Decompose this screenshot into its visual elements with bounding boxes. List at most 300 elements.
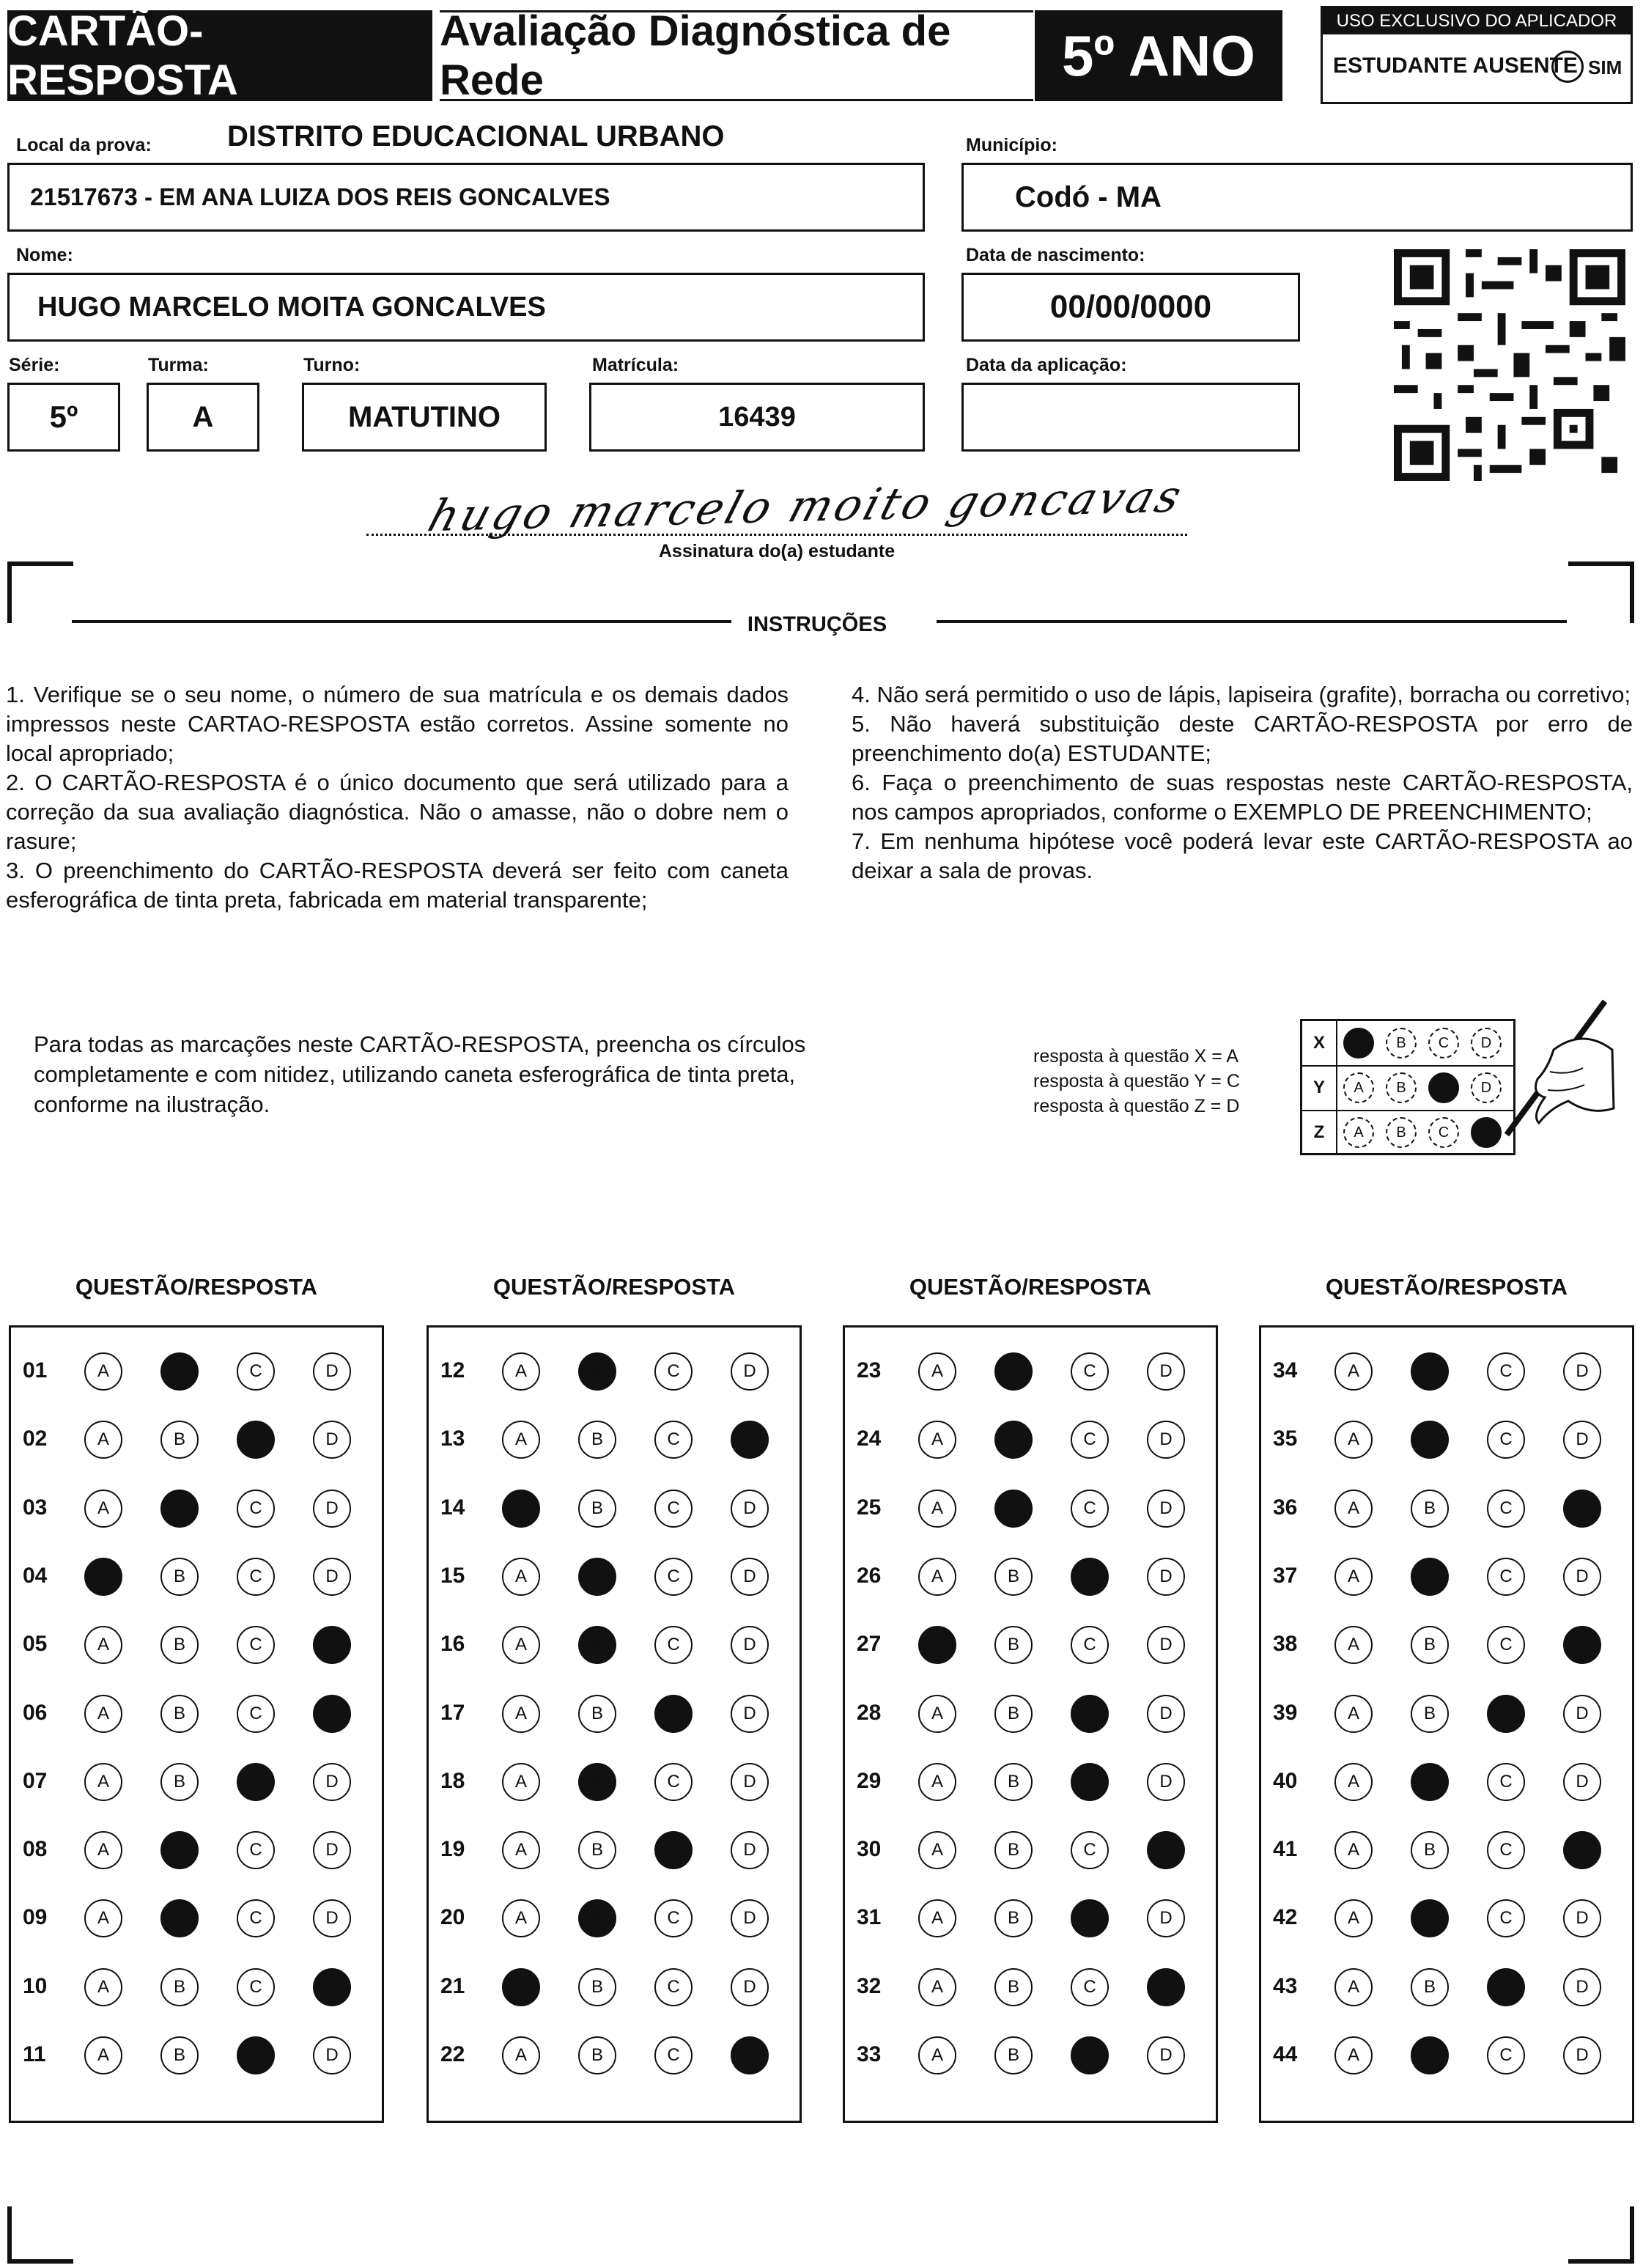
- question-number: 40: [1273, 1768, 1298, 1793]
- answer-bubble-b[interactable]: B: [994, 1626, 1033, 1664]
- answer-bubble-b[interactable]: B: [994, 2036, 1033, 2074]
- answer-row: [845, 1828, 1216, 1872]
- answer-bubble-c[interactable]: C: [237, 1763, 275, 1801]
- answer-bubble-d[interactable]: D: [731, 1899, 769, 1937]
- answer-bubble-b[interactable]: B: [1411, 1490, 1449, 1528]
- answer-bubble-d[interactable]: D: [1147, 1626, 1185, 1664]
- card-title: CARTÃO-RESPOSTA: [7, 10, 432, 101]
- answer-bubble-a[interactable]: A: [918, 1352, 956, 1391]
- question-number: 44: [1273, 2042, 1298, 2066]
- answer-bubble-a[interactable]: A: [1334, 1968, 1373, 2006]
- answer-bubble-b[interactable]: B: [578, 1626, 616, 1664]
- answer-row: [11, 1418, 382, 1462]
- answer-bubble-b[interactable]: B: [994, 1558, 1033, 1596]
- answer-bubble-b[interactable]: B: [160, 1626, 199, 1664]
- signature-line: [366, 534, 1187, 536]
- answer-bubble-b[interactable]: B: [578, 1763, 616, 1801]
- answer-bubble-a[interactable]: A: [918, 1490, 956, 1528]
- answer-bubble-d[interactable]: D: [313, 1899, 351, 1937]
- answer-bubble-c[interactable]: C: [1487, 1490, 1525, 1528]
- answer-row: [429, 1555, 800, 1599]
- answer-bubble-a[interactable]: A: [1334, 2036, 1373, 2074]
- answer-bubble-a[interactable]: A: [84, 1626, 122, 1664]
- answer-bubble-d[interactable]: D: [1147, 1558, 1185, 1596]
- answer-bubble-d[interactable]: D: [313, 1421, 351, 1459]
- signature-label: Assinatura do(a) estudante: [658, 541, 896, 562]
- qr-code: [1394, 249, 1625, 481]
- answer-bubble-a[interactable]: A: [84, 1899, 122, 1937]
- answer-bubble-d[interactable]: D: [1563, 1352, 1601, 1391]
- answer-row: [1261, 1350, 1632, 1393]
- answer-row: [11, 1350, 382, 1393]
- school-field: [7, 163, 925, 232]
- answer-bubble-a[interactable]: A: [502, 1968, 540, 2006]
- answer-bubble-d[interactable]: D: [731, 1352, 769, 1391]
- example-bubble-d: D: [1471, 1072, 1502, 1103]
- answer-bubble-d[interactable]: D: [1563, 1558, 1601, 1596]
- answer-bubble-b[interactable]: B: [160, 1490, 199, 1528]
- answer-bubble-a[interactable]: A: [502, 1695, 540, 1733]
- answer-row: [845, 1896, 1216, 1940]
- answer-row: [1261, 1418, 1632, 1462]
- example-row-label: X: [1302, 1021, 1337, 1065]
- answer-bubble-c[interactable]: C: [1071, 1899, 1109, 1937]
- turno-label: Turno:: [303, 355, 361, 375]
- answer-bubble-c[interactable]: C: [237, 1626, 275, 1664]
- answer-bubble-c[interactable]: C: [654, 1421, 693, 1459]
- answer-bubble-a[interactable]: A: [918, 1899, 956, 1937]
- answer-bubble-b[interactable]: B: [1411, 2036, 1449, 2074]
- answer-row: [11, 1487, 382, 1531]
- frame-corner-tl: [7, 562, 73, 623]
- answer-bubble-d[interactable]: D: [1563, 1763, 1601, 1801]
- answer-bubble-a[interactable]: A: [84, 1421, 122, 1459]
- answer-bubble-c[interactable]: C: [1487, 1421, 1525, 1459]
- answer-bubble-c[interactable]: C: [1071, 1968, 1109, 2006]
- question-number: 37: [1273, 1563, 1298, 1588]
- answer-row: [1261, 1828, 1632, 1872]
- answer-bubble-b[interactable]: B: [578, 1899, 616, 1937]
- answer-column-header: QUESTÃO/RESPOSTA: [492, 1274, 736, 1300]
- answer-bubble-c[interactable]: C: [237, 1558, 275, 1596]
- example-bubble-a: A: [1343, 1028, 1374, 1058]
- answer-bubble-b[interactable]: B: [1411, 1352, 1449, 1391]
- question-number: 39: [1273, 1700, 1298, 1725]
- answer-bubble-a[interactable]: A: [918, 2036, 956, 2074]
- absent-bubble[interactable]: [1551, 51, 1584, 83]
- answer-bubble-a[interactable]: A: [502, 1626, 540, 1664]
- answer-bubble-b[interactable]: B: [578, 2036, 616, 2074]
- answer-bubble-d[interactable]: D: [731, 1831, 769, 1869]
- answer-bubble-a[interactable]: A: [84, 1968, 122, 2006]
- question-number: 11: [23, 2042, 46, 2066]
- answer-bubble-a[interactable]: A: [84, 2036, 122, 2074]
- answer-bubble-d[interactable]: D: [1563, 1968, 1601, 2006]
- answer-bubble-c[interactable]: C: [1487, 1831, 1525, 1869]
- municipio-label: Município:: [966, 135, 1057, 155]
- answer-bubble-a[interactable]: A: [84, 1490, 122, 1528]
- answer-bubble-c[interactable]: C: [1487, 1968, 1525, 2006]
- answer-bubble-d[interactable]: D: [1147, 2036, 1185, 2074]
- answer-bubble-b[interactable]: B: [578, 1352, 616, 1391]
- nascimento-value: 00/00/0000: [1049, 289, 1212, 325]
- question-number: 22: [440, 2042, 465, 2066]
- answer-bubble-a[interactable]: A: [502, 1763, 540, 1801]
- answer-bubble-d[interactable]: D: [1147, 1831, 1185, 1869]
- answer-bubble-a[interactable]: A: [84, 1352, 122, 1391]
- instructions-rule-left: [72, 620, 731, 623]
- answer-bubble-b[interactable]: B: [1411, 1558, 1449, 1596]
- answer-panel: [427, 1325, 802, 2123]
- answer-bubble-c[interactable]: C: [237, 1899, 275, 1937]
- municipio-field: [961, 163, 1633, 232]
- answer-bubble-d[interactable]: D: [313, 1763, 351, 1801]
- answer-bubble-d[interactable]: D: [313, 1968, 351, 2006]
- question-number: 24: [857, 1426, 882, 1451]
- answer-panel: [843, 1325, 1218, 2123]
- answer-bubble-c[interactable]: C: [654, 2036, 693, 2074]
- answer-bubble-c[interactable]: C: [1071, 1626, 1109, 1664]
- answer-bubble-b[interactable]: B: [994, 1763, 1033, 1801]
- answer-row: [845, 1760, 1216, 1804]
- question-number: 33: [857, 2042, 882, 2066]
- answer-bubble-c[interactable]: C: [1487, 2036, 1525, 2074]
- answer-row: [845, 1418, 1216, 1462]
- question-number: 41: [1273, 1837, 1298, 1862]
- example-legend-y: resposta à questão Y = C: [1033, 1071, 1240, 1091]
- example-legend-z: resposta à questão Z = D: [1033, 1096, 1240, 1116]
- local-label: Local da prova:: [16, 135, 152, 155]
- answer-row: [1261, 1760, 1632, 1804]
- answer-bubble-b[interactable]: B: [1411, 1626, 1449, 1664]
- answer-bubble-b[interactable]: B: [578, 1695, 616, 1733]
- answer-bubble-d[interactable]: D: [313, 2036, 351, 2074]
- question-number: 02: [23, 1426, 48, 1451]
- answer-bubble-d[interactable]: D: [731, 1490, 769, 1528]
- answer-bubble-c[interactable]: C: [1487, 1695, 1525, 1733]
- nascimento-label: Data de nascimento:: [966, 245, 1145, 265]
- answer-bubble-d[interactable]: D: [1563, 1490, 1601, 1528]
- question-number: 32: [857, 1973, 882, 1998]
- answer-bubble-c[interactable]: C: [1487, 1558, 1525, 1596]
- answer-bubble-d[interactable]: D: [1563, 2036, 1601, 2074]
- answer-bubble-b[interactable]: B: [160, 1899, 199, 1937]
- frame-corner-br: [1568, 2206, 1634, 2264]
- aplicacao-field[interactable]: [961, 383, 1300, 452]
- answer-bubble-c[interactable]: C: [1071, 1352, 1109, 1391]
- answer-bubble-c[interactable]: C: [237, 1352, 275, 1391]
- matricula-field: [589, 383, 925, 452]
- serie-label: Série:: [9, 355, 60, 375]
- evaluation-title: Avaliação Diagnóstica de Rede: [440, 10, 1033, 101]
- answer-row: [1261, 1896, 1632, 1940]
- example-row-label: Y: [1302, 1066, 1337, 1110]
- answer-bubble-a[interactable]: A: [84, 1695, 122, 1733]
- answer-bubble-a[interactable]: A: [918, 1626, 956, 1664]
- answer-bubble-b[interactable]: B: [578, 1831, 616, 1869]
- answer-bubble-a[interactable]: A: [1334, 1763, 1373, 1801]
- answer-bubble-c[interactable]: C: [237, 1490, 275, 1528]
- answer-bubble-d[interactable]: D: [731, 1558, 769, 1596]
- answer-bubble-c[interactable]: C: [1071, 1695, 1109, 1733]
- answer-row: [11, 2033, 382, 2077]
- answer-bubble-b[interactable]: B: [994, 1490, 1033, 1528]
- question-number: 25: [857, 1495, 882, 1520]
- question-number: 19: [440, 1837, 465, 1862]
- answer-bubble-c[interactable]: C: [654, 1352, 693, 1391]
- instructions-rule-right: [937, 620, 1567, 623]
- answer-bubble-d[interactable]: D: [1147, 1763, 1185, 1801]
- answer-row: [429, 1350, 800, 1393]
- answer-bubble-d[interactable]: D: [1563, 1421, 1601, 1459]
- answer-bubble-c[interactable]: C: [654, 1899, 693, 1937]
- answer-bubble-c[interactable]: C: [654, 1490, 693, 1528]
- example-legend: [1033, 1044, 1240, 1119]
- answer-bubble-b[interactable]: B: [578, 1490, 616, 1528]
- answer-bubble-b[interactable]: B: [1411, 1763, 1449, 1801]
- nome-label: Nome:: [16, 245, 73, 265]
- answer-bubble-d[interactable]: D: [731, 1695, 769, 1733]
- answer-bubble-b[interactable]: B: [160, 2036, 199, 2074]
- answer-bubble-b[interactable]: B: [160, 1695, 199, 1733]
- answer-bubble-a[interactable]: A: [502, 1352, 540, 1391]
- frame-corner-bl: [7, 2206, 73, 2264]
- matricula-value: 16439: [718, 401, 796, 432]
- grade-badge: 5º ANO: [1035, 10, 1282, 101]
- answer-bubble-b[interactable]: B: [994, 1968, 1033, 2006]
- answer-bubble-d[interactable]: D: [1147, 1899, 1185, 1937]
- question-number: 42: [1273, 1905, 1298, 1930]
- answer-row: [429, 1896, 800, 1940]
- answer-bubble-b[interactable]: B: [160, 1763, 199, 1801]
- answer-bubble-d[interactable]: D: [313, 1558, 351, 1596]
- answer-bubble-a[interactable]: A: [84, 1763, 122, 1801]
- answer-bubble-a[interactable]: A: [1334, 1421, 1373, 1459]
- turno-field: [302, 383, 547, 452]
- answer-bubble-c[interactable]: C: [1071, 1421, 1109, 1459]
- answer-row: [845, 1692, 1216, 1736]
- example-bubble-a: A: [1343, 1072, 1374, 1103]
- answer-bubble-b[interactable]: B: [160, 1558, 199, 1596]
- answer-bubble-d[interactable]: D: [1147, 1490, 1185, 1528]
- answer-bubble-a[interactable]: A: [1334, 1695, 1373, 1733]
- answer-bubble-a[interactable]: A: [1334, 1831, 1373, 1869]
- answer-bubble-a[interactable]: A: [1334, 1899, 1373, 1937]
- question-number: 15: [440, 1563, 465, 1588]
- question-number: 01: [23, 1358, 48, 1382]
- answer-bubble-d[interactable]: D: [313, 1626, 351, 1664]
- answer-bubble-c[interactable]: C: [654, 1968, 693, 2006]
- instructions-title: INSTRUÇÕES: [747, 613, 887, 636]
- answer-row: [1261, 2033, 1632, 2077]
- answer-bubble-b[interactable]: B: [578, 1421, 616, 1459]
- answer-bubble-a[interactable]: A: [84, 1558, 122, 1596]
- question-number: 38: [1273, 1632, 1298, 1657]
- question-number: 35: [1273, 1426, 1298, 1451]
- answer-bubble-a[interactable]: A: [918, 1831, 956, 1869]
- example-bubble-c: C: [1428, 1072, 1459, 1103]
- answer-row: [429, 1418, 800, 1462]
- answer-bubble-a[interactable]: A: [1334, 1352, 1373, 1391]
- answer-bubble-a[interactable]: A: [84, 1831, 122, 1869]
- question-number: 03: [23, 1495, 48, 1520]
- example-bubble-d: D: [1471, 1117, 1502, 1148]
- answer-bubble-b[interactable]: B: [1411, 1421, 1449, 1459]
- answer-bubble-b[interactable]: B: [578, 1968, 616, 2006]
- answer-bubble-b[interactable]: B: [994, 1695, 1033, 1733]
- answer-bubble-a[interactable]: A: [502, 1831, 540, 1869]
- answer-bubble-c[interactable]: C: [654, 1558, 693, 1596]
- answer-bubble-b[interactable]: B: [994, 1352, 1033, 1391]
- answer-bubble-b[interactable]: B: [160, 1968, 199, 2006]
- answer-bubble-a[interactable]: A: [918, 1421, 956, 1459]
- turno-value: MATUTINO: [347, 400, 501, 433]
- answer-bubble-d[interactable]: D: [313, 1831, 351, 1869]
- answer-bubble-a[interactable]: A: [502, 2036, 540, 2074]
- answer-row: [429, 1623, 800, 1667]
- answer-row: [429, 1965, 800, 2009]
- answer-bubble-c[interactable]: C: [1071, 1558, 1109, 1596]
- matricula-label: Matrícula:: [592, 355, 679, 375]
- question-number: 17: [440, 1700, 465, 1725]
- answer-bubble-d[interactable]: D: [731, 1421, 769, 1459]
- answer-bubble-c[interactable]: C: [237, 1695, 275, 1733]
- answer-bubble-d[interactable]: D: [1563, 1695, 1601, 1733]
- answer-bubble-b[interactable]: B: [994, 1899, 1033, 1937]
- answer-row: [1261, 1692, 1632, 1736]
- instruction-6: 6. Faça o preenchimento de suas respostas neste CARTÃO-RESPOSTA, nos campos apropriados, conforme o EXEMPLO DE PREENCHIMENTO;: [852, 770, 1633, 825]
- answer-bubble-a[interactable]: A: [918, 1763, 956, 1801]
- answer-bubble-b[interactable]: B: [1411, 1968, 1449, 2006]
- answer-bubble-d[interactable]: D: [313, 1352, 351, 1391]
- answer-bubble-c[interactable]: C: [1071, 2036, 1109, 2074]
- answer-bubble-b[interactable]: B: [160, 1831, 199, 1869]
- question-number: 20: [440, 1905, 465, 1930]
- answer-row: [845, 1965, 1216, 2009]
- answer-bubble-a[interactable]: A: [1334, 1490, 1373, 1528]
- example-row-label: Z: [1302, 1111, 1337, 1155]
- serie-value: 5º: [49, 400, 78, 434]
- answer-bubble-b[interactable]: B: [994, 1421, 1033, 1459]
- answer-bubble-c[interactable]: C: [1487, 1626, 1525, 1664]
- answer-bubble-c[interactable]: C: [237, 1831, 275, 1869]
- instruction-4: 4. Não será permitido o uso de lápis, lapiseira (grafite), borracha ou corretivo;: [852, 682, 1631, 707]
- answer-bubble-a[interactable]: A: [918, 1968, 956, 2006]
- absent-label: ESTUDANTE AUSENTE: [1333, 54, 1578, 78]
- answer-panel: [9, 1325, 384, 2123]
- example-bubble-b: B: [1386, 1072, 1417, 1103]
- instruction-7: 7. Em nenhuma hipótese você poderá levar este CARTÃO-RESPOSTA ao deixar a sala de provas.: [852, 828, 1633, 883]
- instructions-right-column: [852, 680, 1633, 886]
- answer-bubble-d[interactable]: D: [1563, 1899, 1601, 1937]
- instruction-3: 3. O preenchimento do CARTÃO-RESPOSTA deverá ser feito com caneta esferográfica de tinta preta, fabricada em material transparente;: [6, 858, 789, 913]
- answer-bubble-c[interactable]: C: [654, 1626, 693, 1664]
- question-number: 29: [857, 1768, 882, 1793]
- question-number: 43: [1273, 1973, 1298, 1998]
- answer-column-header: QUESTÃO/RESPOSTA: [909, 1274, 1152, 1300]
- answer-bubble-c[interactable]: C: [237, 1421, 275, 1459]
- fill-note: Para todas as marcações neste CARTÃO-RESPOSTA, preencha os círculos completamente e com nitidez, utilizando caneta esferográfica de tinta preta, conforme na ilustração.: [34, 1031, 806, 1117]
- question-number: 10: [23, 1973, 48, 1998]
- answer-bubble-b[interactable]: B: [578, 1558, 616, 1596]
- example-bubble-d: D: [1471, 1028, 1502, 1058]
- answer-bubble-c[interactable]: C: [237, 1968, 275, 2006]
- question-number: 09: [23, 1905, 48, 1930]
- answer-bubble-b[interactable]: B: [1411, 1899, 1449, 1937]
- turma-field: [147, 383, 259, 452]
- answer-bubble-d[interactable]: D: [731, 1763, 769, 1801]
- instruction-1: 1. Verifique se o seu nome, o número de sua matrícula e os demais dados impressos neste CARTAO-RESPOSTA estão corretos. Assine somente no local apropriado;: [6, 682, 789, 766]
- answer-bubble-c[interactable]: C: [1071, 1490, 1109, 1528]
- nome-field: [7, 273, 925, 342]
- question-number: 04: [23, 1563, 48, 1588]
- answer-bubble-c[interactable]: C: [1071, 1831, 1109, 1869]
- question-number: 05: [23, 1632, 48, 1657]
- answer-bubble-d[interactable]: D: [313, 1695, 351, 1733]
- answer-row: [845, 1487, 1216, 1531]
- answer-bubble-c[interactable]: C: [1487, 1763, 1525, 1801]
- answer-bubble-b[interactable]: B: [160, 1352, 199, 1391]
- answer-row: [11, 1692, 382, 1736]
- question-number: 36: [1273, 1495, 1298, 1520]
- answer-bubble-a[interactable]: A: [502, 1421, 540, 1459]
- answer-bubble-b[interactable]: B: [994, 1831, 1033, 1869]
- answer-bubble-b[interactable]: B: [1411, 1695, 1449, 1733]
- answer-bubble-c[interactable]: C: [1071, 1763, 1109, 1801]
- answer-bubble-a[interactable]: A: [502, 1558, 540, 1596]
- answer-bubble-c[interactable]: C: [654, 1831, 693, 1869]
- answer-bubble-d[interactable]: D: [1563, 1626, 1601, 1664]
- answer-row: [1261, 1487, 1632, 1531]
- answer-bubble-d[interactable]: D: [1147, 1968, 1185, 2006]
- instruction-2: 2. O CARTÃO-RESPOSTA é o único documento que será utilizado para a correção da sua avaliação diagnóstica. Não o amasse, não o dobre nem o rasure;: [6, 770, 789, 854]
- answer-bubble-b[interactable]: B: [1411, 1831, 1449, 1869]
- answer-bubble-a[interactable]: A: [918, 1695, 956, 1733]
- answer-bubble-a[interactable]: A: [918, 1558, 956, 1596]
- question-number: 13: [440, 1426, 465, 1451]
- question-number: 21: [440, 1973, 465, 1998]
- answer-bubble-a[interactable]: A: [1334, 1558, 1373, 1596]
- answer-bubble-d[interactable]: D: [731, 2036, 769, 2074]
- answer-bubble-d[interactable]: D: [731, 1626, 769, 1664]
- answer-bubble-c[interactable]: C: [1487, 1899, 1525, 1937]
- example-legend-x: resposta à questão X = A: [1033, 1046, 1239, 1067]
- answer-bubble-a[interactable]: A: [502, 1899, 540, 1937]
- answer-row: [845, 1623, 1216, 1667]
- answer-bubble-d[interactable]: D: [1563, 1831, 1601, 1869]
- answer-bubble-d[interactable]: D: [731, 1968, 769, 2006]
- answer-bubble-a[interactable]: A: [502, 1490, 540, 1528]
- answer-row: [11, 1555, 382, 1599]
- answer-bubble-c[interactable]: C: [654, 1695, 693, 1733]
- answer-bubble-a[interactable]: A: [1334, 1626, 1373, 1664]
- answer-bubble-c[interactable]: C: [237, 2036, 275, 2074]
- answer-row: [11, 1828, 382, 1872]
- instruction-5: 5. Não haverá substituição deste CARTÃO-RESPOSTA por erro de preenchimento do(a) ESTUDANTE;: [852, 711, 1633, 766]
- answer-bubble-c[interactable]: C: [654, 1763, 693, 1801]
- answer-bubble-d[interactable]: D: [1147, 1695, 1185, 1733]
- answer-bubble-d[interactable]: D: [1147, 1421, 1185, 1459]
- answer-bubble-d[interactable]: D: [313, 1490, 351, 1528]
- example-bubble-c: C: [1428, 1117, 1459, 1148]
- answer-bubble-b[interactable]: B: [160, 1421, 199, 1459]
- answer-bubble-c[interactable]: C: [1487, 1352, 1525, 1391]
- instructions-left-column: [6, 680, 789, 915]
- answer-bubble-d[interactable]: D: [1147, 1352, 1185, 1391]
- question-number: 14: [440, 1495, 465, 1520]
- answer-row: [11, 1965, 382, 2009]
- aplicacao-label: Data da aplicação:: [966, 355, 1127, 375]
